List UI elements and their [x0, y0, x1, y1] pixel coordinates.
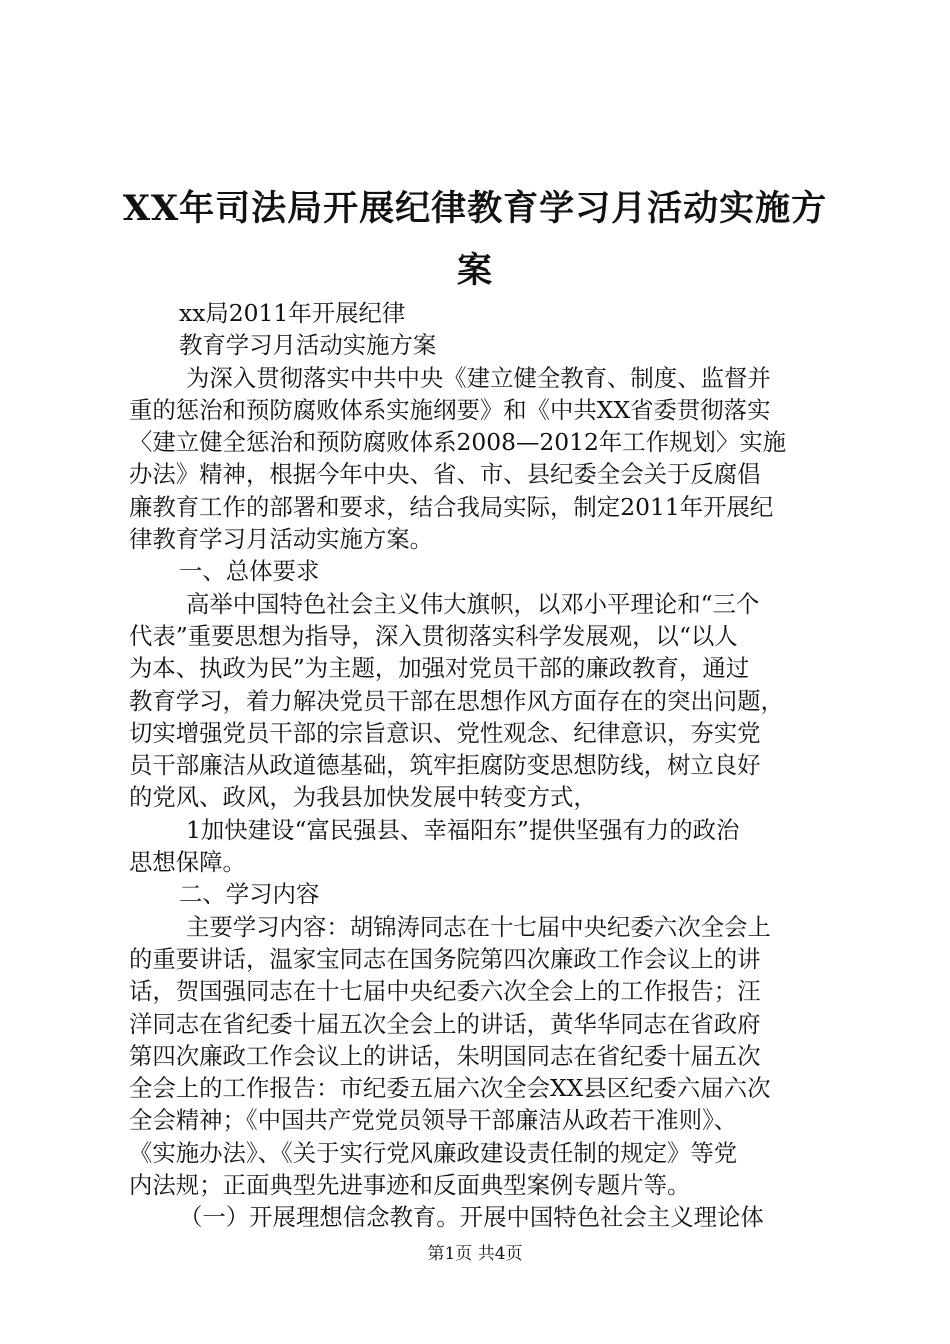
paragraph-line: 主要学习内容：胡锦涛同志在十七届中央纪委六次全会上	[186, 912, 771, 941]
paragraph-line: 为深入贯彻落实中共中央《建立健全教育、制度、监督并	[186, 363, 771, 392]
paragraph-line: 全会精神；《中国共产党党员领导干部廉洁从政若干准则》、	[129, 1106, 738, 1135]
subsection-heading-line: （一）开展理想信念教育。开展中国特色社会主义理论体	[179, 1203, 764, 1232]
title-line-1: XX年司法局开展纪律教育学习月活动实施方	[122, 188, 828, 229]
paragraph-line: 全会上的工作报告：市纪委五届六次全会XX县区纪委六届六次	[129, 1074, 771, 1103]
document-title	[100, 178, 850, 302]
document-body	[129, 297, 831, 1234]
page-footer: 第1页 共4页	[427, 1244, 523, 1264]
paragraph-line: 话，贺国强同志在十七届中央纪委六次全会上的工作报告；汪	[129, 977, 761, 1006]
paragraph-line: 重的惩治和预防腐败体系实施纲要》和《中共XX省委贯彻落实	[129, 395, 771, 424]
paragraph-line: 教育学习，着力解决党员干部在思想作风方面存在的突出问题，	[129, 686, 784, 715]
title-line-2: 案	[456, 250, 493, 291]
paragraph-line: 代表”重要思想为指导，深入贯彻落实科学发展观，以“以人	[129, 621, 738, 650]
paragraph-line: 办法》精神，根据今年中央、省、市、县纪委全会关于反腐倡	[129, 460, 761, 489]
paragraph-line: 《实施办法》、《关于实行党风廉政建设责任制的规定》等党	[129, 1138, 738, 1167]
paragraph-line: 1加快建设“富民强县、幸福阳东”提供坚强有力的政治	[186, 815, 740, 844]
subtitle-line: 教育学习月活动实施方案	[179, 331, 437, 360]
paragraph-line: 切实增强党员干部的宗旨意识、党性观念、纪律意识，夯实党	[129, 718, 761, 747]
paragraph-line: 内法规；正面典型先进事迹和反面典型案例专题片等。	[129, 1171, 691, 1200]
paragraph-line: 廉教育工作的部署和要求，结合我局实际，制定2011年开展纪	[129, 492, 774, 521]
paragraph-line: 为本、执政为民”为主题，加强对党员干部的廉政教育，通过	[129, 654, 750, 683]
paragraph-line: 高举中国特色社会主义伟大旗帜，以邓小平理论和“三个	[186, 589, 760, 618]
paragraph-line: 律教育学习月活动实施方案。	[129, 525, 434, 554]
paragraph-line: 洋同志在省纪委十届五次全会上的讲话，黄华华同志在省政府	[129, 1009, 761, 1038]
paragraph-line: 员干部廉洁从政道德基础，筑牢拒腐防变思想防线，树立良好	[129, 751, 761, 780]
subtitle-line: xx局2011年开展纪律	[179, 299, 406, 327]
paragraph-line: 第四次廉政工作会议上的讲话，朱明国同志在省纪委十届五次	[129, 1041, 761, 1070]
paragraph-line: 的党风、政风，为我县加快发展中转变方式，	[129, 783, 597, 812]
section-heading: 一、总体要求	[179, 557, 320, 586]
paragraph-line: 思想保障。	[129, 848, 246, 877]
section-heading: 二、学习内容	[179, 880, 320, 909]
paragraph-line: 〈建立健全惩治和预防腐败体系2008—2012年工作规划〉实施	[129, 428, 787, 457]
paragraph-line: 的重要讲话，温家宝同志在国务院第四次廉政工作会议上的讲	[129, 944, 761, 973]
